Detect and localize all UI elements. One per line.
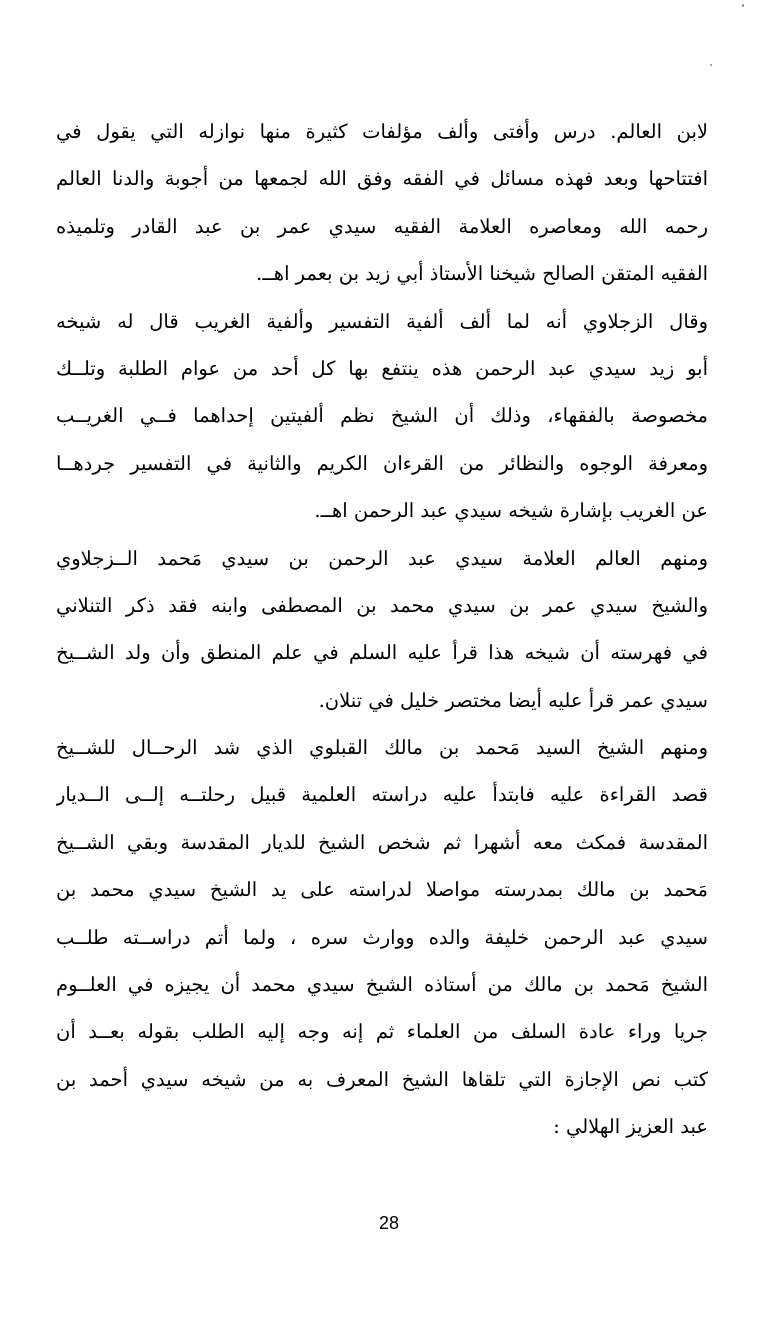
scan-speck — [710, 64, 712, 66]
text-line: رحمه الله ومعاصره العلامة الفقيه سيدي عمر بن عبد القادر وتلميذه — [56, 214, 708, 238]
text-line: ومنهم الشيخ السيد مَحمد بن مالك القبلوي الذي شد الرحــال للشــيخ — [56, 736, 708, 760]
text-line: مخصوصة بالفقهاء، وذلك أن الشيخ نظم ألفيتين إحداهما فــي الغريــب — [56, 404, 708, 428]
text-line: كتب نص الإجازة التي تلقاها الشيخ المعرف به من شيخه سيدي أحمد بن — [56, 1067, 708, 1091]
text-line: في فهرسته أن شيخه هذا قرأ عليه السلم في علم المنطق وأن ولد الشــيخ — [56, 641, 708, 665]
text-line: المقدسة فمكث معه أشهرا ثم شخص الشيخ للديار المقدسة وبقي الشــيخ — [56, 830, 708, 854]
text-line: عبد العزيز الهلالي : — [553, 1115, 708, 1139]
text-line: أبو زيد سيدي عبد الرحمن هذه ينتفع بها كل أحد من عوام الطلبة وتلــك — [56, 356, 708, 380]
page-number: 28 — [378, 1213, 400, 1233]
text-line: الفقيه المتقن الصالح شيخنا الأستاذ أبي زيد بن بعمر اهــ. — [256, 262, 708, 286]
text-line: عن الغريب بإشارة شيخه سيدي عبد الرحمن اهــ. — [314, 499, 708, 523]
text-line: قصد القراءة عليه فابتدأ عليه دراسته العلمية قبيل رحلتــه إلــى الــديار — [56, 783, 708, 807]
text-line: مَحمد بن مالك بمدرسته مواصلا لدراسته على يد الشيخ سيدي محمد بن — [56, 878, 708, 902]
text-line: لابن العالم. درس وأفتى وألف مؤلفات كثيرة منها نوازله التي يقول في — [56, 120, 708, 143]
body-text — [56, 108, 708, 1151]
text-line: وقال الزجلاوي أنه لما ألف ألفية التفسير وألفية الغريب قال له شيخه — [56, 309, 708, 333]
text-line: افتتاحها وبعد فهذه مسائل في الفقه وفق الله لجمعها من أجوبة والدنا العالم — [56, 167, 708, 191]
text-line: سيدي عمر قرأ عليه أيضا مختصر خليل في تنلان. — [318, 688, 708, 712]
text-line: سيدي عبد الرحمن خليفة والده ووارث سره ، ولما أتم دراســته طلــب — [56, 925, 708, 949]
text-line: الشيخ مَحمد بن مالك من أستاذه الشيخ سيدي محمد أن يجيزه في العلــوم — [56, 973, 708, 997]
text-line: جريا وراء عادة السلف من العلماء ثم إنه وجه إليه الطلب بقوله بعــد أن — [56, 1020, 708, 1044]
text-line: ومعرفة الوجوه والنظائر من القرءان الكريم والثانية في التفسير جردهــا — [56, 451, 708, 475]
scan-speck — [742, 4, 744, 7]
text-line: ومنهم العالم العلامة سيدي عبد الرحمن بن سيدي مَحمد الــزجلاوي — [56, 546, 708, 570]
text-line: والشيخ سيدي عمر بن سيدي محمد بن المصطفى وابنه فقد ذكر التنلاني — [56, 593, 708, 617]
